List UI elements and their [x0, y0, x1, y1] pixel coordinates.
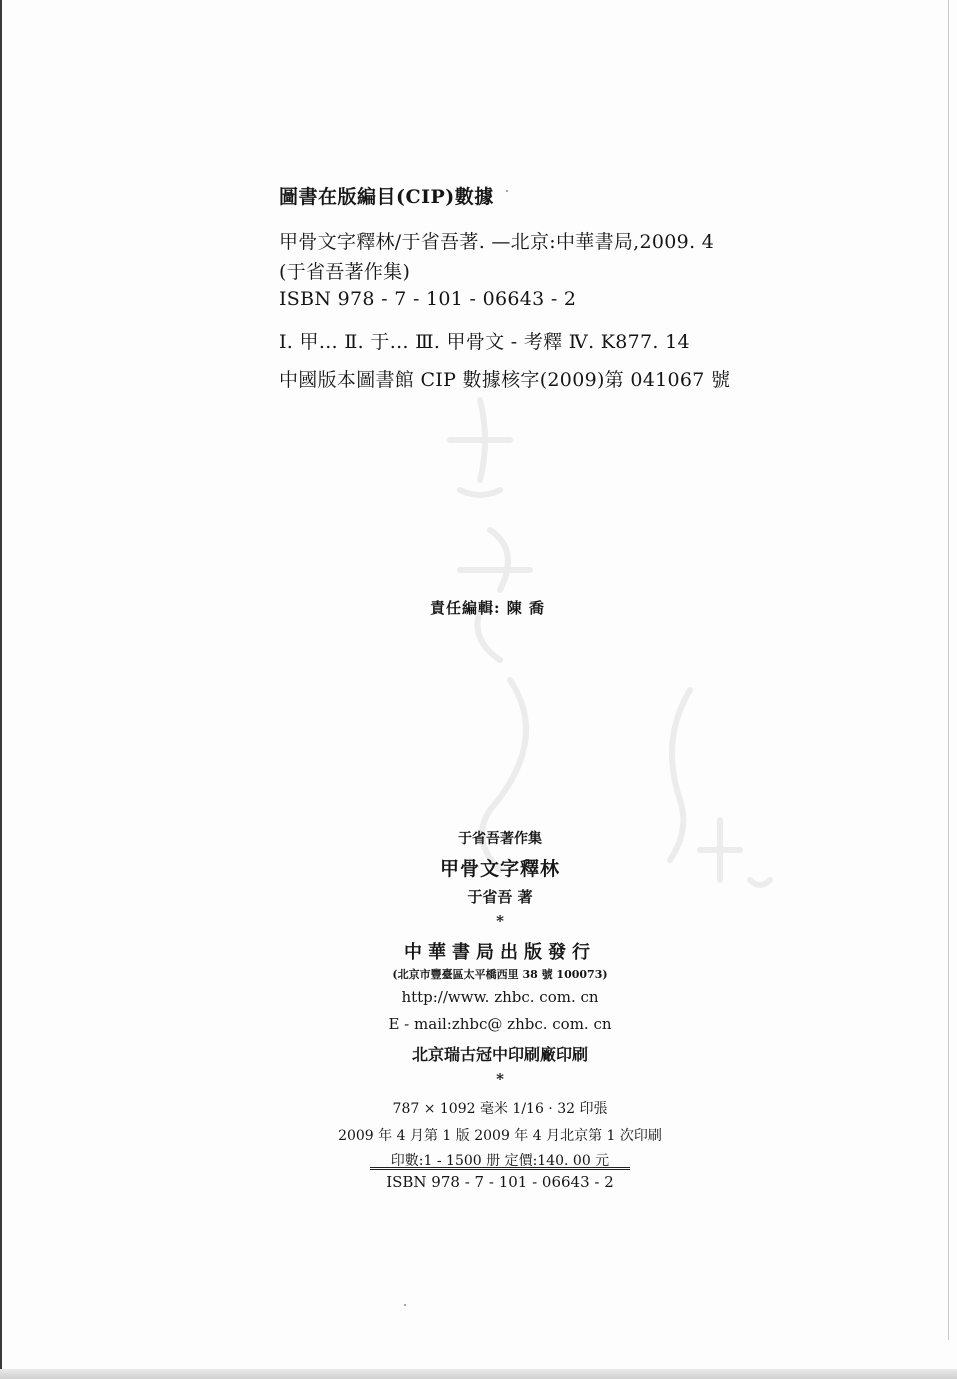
responsible-editor: [430, 597, 545, 618]
divider-rule: [370, 1167, 630, 1168]
colophon-format: 787 × 1092 毫米 1/16 · 32 印張: [392, 1101, 608, 1117]
divider-rule: [370, 1169, 630, 1170]
colophon-title: 甲骨文字釋林: [439, 858, 560, 880]
scan-edge-left: [0, 0, 2, 1379]
cip-series: (于省吾著作集): [279, 261, 411, 283]
colophon-author: 于省吾 著: [467, 888, 533, 906]
colophon-print-run: 印數:1 - 1500 册 定價:140. 00 元: [390, 1153, 610, 1169]
scan-speck: [506, 190, 508, 192]
faint-calligraphy-bleedthrough: [420, 380, 840, 900]
editor-label: 責任編輯:: [430, 599, 501, 617]
colophon-publisher: 中華書局出版發行: [404, 942, 596, 963]
scan-edge-bottom: [0, 1369, 957, 1379]
colophon-printer: 北京瑞古冠中印刷廠印刷: [411, 1045, 588, 1064]
cip-record-number: 中國版本圖書館 CIP 數據核字(2009)第 041067 號: [279, 369, 731, 391]
scan-speck: [404, 1304, 406, 1306]
cip-classification: Ⅰ. 甲… Ⅱ. 于… Ⅲ. 甲骨文 - 考釋 Ⅳ. K877. 14: [279, 331, 690, 353]
cip-isbn: ISBN 978 - 7 - 101 - 06643 - 2: [279, 288, 577, 310]
scan-edge-right: [948, 0, 949, 1340]
editor-name: 陳 喬: [506, 599, 546, 617]
colophon-email: E - mail:zhbc@ zhbc. com. cn: [388, 1015, 612, 1033]
asterisk-separator: *: [496, 912, 504, 930]
colophon-website: http://www. zhbc. com. cn: [401, 988, 599, 1006]
asterisk-separator: *: [496, 1070, 504, 1088]
cip-heading: 圖書在版編目(CIP)數據: [279, 186, 494, 208]
colophon-edition: 2009 年 4 月第 1 版 2009 年 4 月北京第 1 次印刷: [338, 1128, 662, 1144]
cip-title-author-publisher: 甲骨文字釋林/于省吾著. —北京:中華書局,2009. 4: [279, 231, 715, 253]
colophon-series: 于省吾著作集: [458, 831, 542, 847]
colophon-address: (北京市豐臺區太平橋西里 38 號 100073): [392, 968, 608, 981]
colophon-isbn: ISBN 978 - 7 - 101 - 06643 - 2: [386, 1173, 614, 1191]
